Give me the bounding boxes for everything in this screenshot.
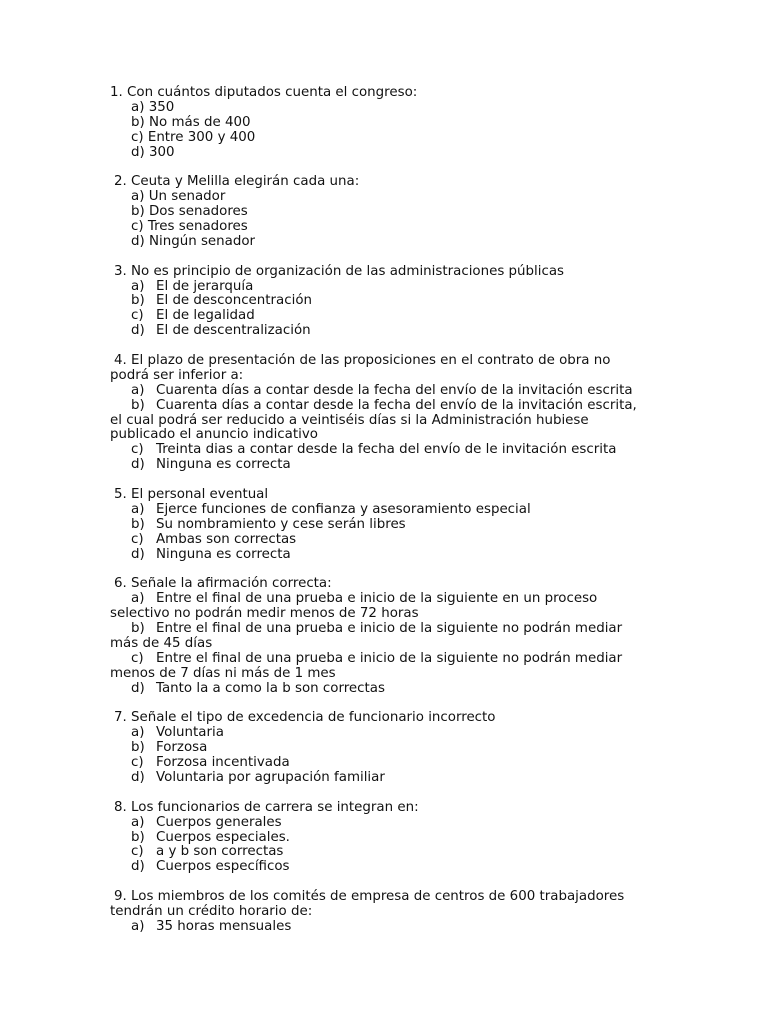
option-letter: d) [131, 323, 145, 339]
option-text: a y b son correctas [156, 844, 284, 860]
question-gap [0, 875, 768, 890]
option-item [0, 756, 768, 771]
option-text: El de desconcentración [156, 293, 312, 309]
option-letter: b) [131, 829, 145, 845]
question-gap [0, 473, 768, 488]
option-text: Cuerpos específicos [156, 859, 290, 875]
question-text: 3. No es principio de organización de las administraciones públicas [114, 263, 565, 279]
question-text: 7. Señale el tipo de excedencia de funcionario incorrecto [114, 710, 496, 726]
question-block [0, 577, 768, 696]
option-text-continuation: selectivo no podrán medir menos de 72 horas [110, 606, 419, 622]
option-item [0, 860, 768, 875]
option-text: Treinta dias a contar desde la fecha del envío de le invitación escrita [156, 442, 617, 458]
option-letter: b) [131, 293, 145, 309]
question-text: 6. Señale la afirmación correcta: [114, 576, 332, 592]
option-text: El de descentralización [156, 323, 311, 339]
option-item [0, 518, 768, 533]
option-text: Cuarenta días a contar desde la fecha del envío de la invitación escrita [156, 382, 633, 398]
option-letter: a) [131, 814, 145, 830]
option-text: Ningún senador [149, 233, 256, 249]
option-item [0, 771, 768, 786]
option-letter: a) [131, 725, 145, 741]
option-letter: b) [131, 516, 145, 532]
question-block [0, 488, 768, 562]
option-text: Ambas son correctas [156, 531, 297, 547]
option-letter: c) [131, 650, 144, 666]
option-text: No más de 400 [149, 114, 251, 130]
option-item [0, 294, 768, 309]
option-letter: c) [131, 844, 144, 860]
option-letter: d) [131, 546, 145, 562]
option-item [0, 682, 768, 697]
question-block [0, 354, 768, 473]
option-text: Ninguna es correcta [156, 546, 291, 562]
option-item [0, 831, 768, 846]
option-text: Cuarenta días a contar desde la fecha del envío de la invitación escrita, [156, 397, 637, 413]
option-letter: d) [131, 233, 145, 249]
option-letter: a) [131, 591, 145, 607]
option-text: El de legalidad [156, 308, 255, 324]
question-gap [0, 250, 768, 265]
option-item [0, 309, 768, 324]
option-letter: d) [131, 859, 145, 875]
option-item [0, 458, 768, 473]
question-gap [0, 339, 768, 354]
option-text: Cuerpos generales [156, 814, 282, 830]
option-text: 35 horas mensuales [156, 918, 292, 934]
option-item [0, 592, 768, 607]
option-text-continuation: más de 45 días [110, 635, 213, 651]
option-item [0, 622, 768, 637]
option-letter: b) [131, 740, 145, 756]
question-gap [0, 697, 768, 712]
option-text: Forzosa incentivada [156, 755, 290, 771]
question-gap [0, 786, 768, 801]
option-text: Ninguna es correcta [156, 457, 291, 473]
option-item [0, 235, 768, 250]
option-text: Cuerpos especiales. [156, 829, 290, 845]
question-text: 9. Los miembros de los comités de empresa de centros de 600 trabajadores [114, 889, 625, 905]
option-item [0, 399, 768, 414]
option-letter: d) [131, 144, 145, 160]
option-item [0, 652, 768, 667]
option-text: Tres senadores [147, 219, 248, 235]
option-letter: d) [131, 680, 145, 696]
option-letter: a) [131, 501, 145, 517]
option-letter: c) [131, 219, 144, 235]
option-letter: d) [131, 769, 145, 785]
option-text: Tanto la a como la b son correctas [156, 680, 385, 696]
option-item [0, 324, 768, 339]
option-text: 300 [149, 144, 175, 160]
option-item [0, 205, 768, 220]
option-letter: c) [131, 129, 144, 145]
option-item [0, 443, 768, 458]
option-item [0, 726, 768, 741]
option-letter: b) [131, 114, 145, 130]
option-text-continuation: menos de 7 días ni más de 1 mes [110, 665, 336, 681]
option-item [0, 280, 768, 295]
option-item [0, 146, 768, 161]
option-text: Su nombramiento y cese serán libres [156, 516, 406, 532]
option-letter: b) [131, 204, 145, 220]
option-text: Voluntaria [156, 725, 224, 741]
option-letter: a) [131, 189, 145, 205]
document-page [0, 86, 768, 935]
question-block [0, 86, 768, 160]
question-text: tendrán un crédito horario de: [110, 903, 313, 919]
option-letter: c) [131, 442, 144, 458]
option-text: 350 [148, 99, 175, 115]
option-text: Entre el final de una prueba e inicio de la siguiente no podrán mediar [156, 650, 623, 666]
option-text-continuation: publicado el anuncio indicativo [110, 427, 318, 443]
question-text: podrá ser inferior a: [110, 367, 244, 383]
option-item [0, 220, 768, 235]
option-text: Ejerce funciones de confianza y asesoramiento especial [156, 501, 531, 517]
option-text: Un senador [148, 189, 226, 205]
option-item [0, 503, 768, 518]
option-letter: c) [131, 308, 144, 324]
option-item [0, 190, 768, 205]
option-text: Voluntaria por agrupación familiar [156, 769, 385, 785]
option-item [0, 920, 768, 935]
question-text: 5. El personal eventual [114, 487, 269, 503]
option-item [0, 533, 768, 548]
question-block [0, 175, 768, 249]
option-item [0, 845, 768, 860]
option-item [0, 741, 768, 756]
option-letter: b) [131, 397, 145, 413]
option-text-continuation: el cual podrá ser reducido a veintiséis días si la Administración hubiese [110, 412, 589, 428]
option-item [0, 101, 768, 116]
question-block [0, 711, 768, 785]
option-letter: c) [131, 755, 144, 771]
option-text: Entre el final de una prueba e inicio de la siguiente no podrán mediar [156, 621, 623, 637]
option-letter: a) [131, 382, 145, 398]
option-item [0, 131, 768, 146]
question-text: 8. Los funcionarios de carrera se integran en: [114, 799, 419, 815]
question-text: 2. Ceuta y Melilla elegirán cada una: [114, 174, 360, 190]
option-letter: a) [131, 99, 145, 115]
option-text: Entre el final de una prueba e inicio de la siguiente en un proceso [156, 591, 598, 607]
option-letter: a) [131, 918, 145, 934]
option-item [0, 816, 768, 831]
option-letter: c) [131, 531, 144, 547]
question-text: 4. El plazo de presentación de las proposiciones en el contrato de obra no [114, 353, 611, 369]
option-letter: b) [131, 621, 145, 637]
option-item [0, 116, 768, 131]
question-block [0, 265, 768, 339]
question-block [0, 890, 768, 935]
option-text: Forzosa [156, 740, 208, 756]
option-letter: d) [131, 457, 145, 473]
option-item [0, 548, 768, 563]
question-text: 1. Con cuántos diputados cuenta el congreso: [110, 85, 418, 100]
option-item [0, 384, 768, 399]
option-text: Entre 300 y 400 [147, 129, 256, 145]
option-letter: a) [131, 278, 145, 294]
option-text: Dos senadores [149, 204, 248, 220]
option-text: El de jerarquía [156, 278, 254, 294]
question-block [0, 801, 768, 875]
